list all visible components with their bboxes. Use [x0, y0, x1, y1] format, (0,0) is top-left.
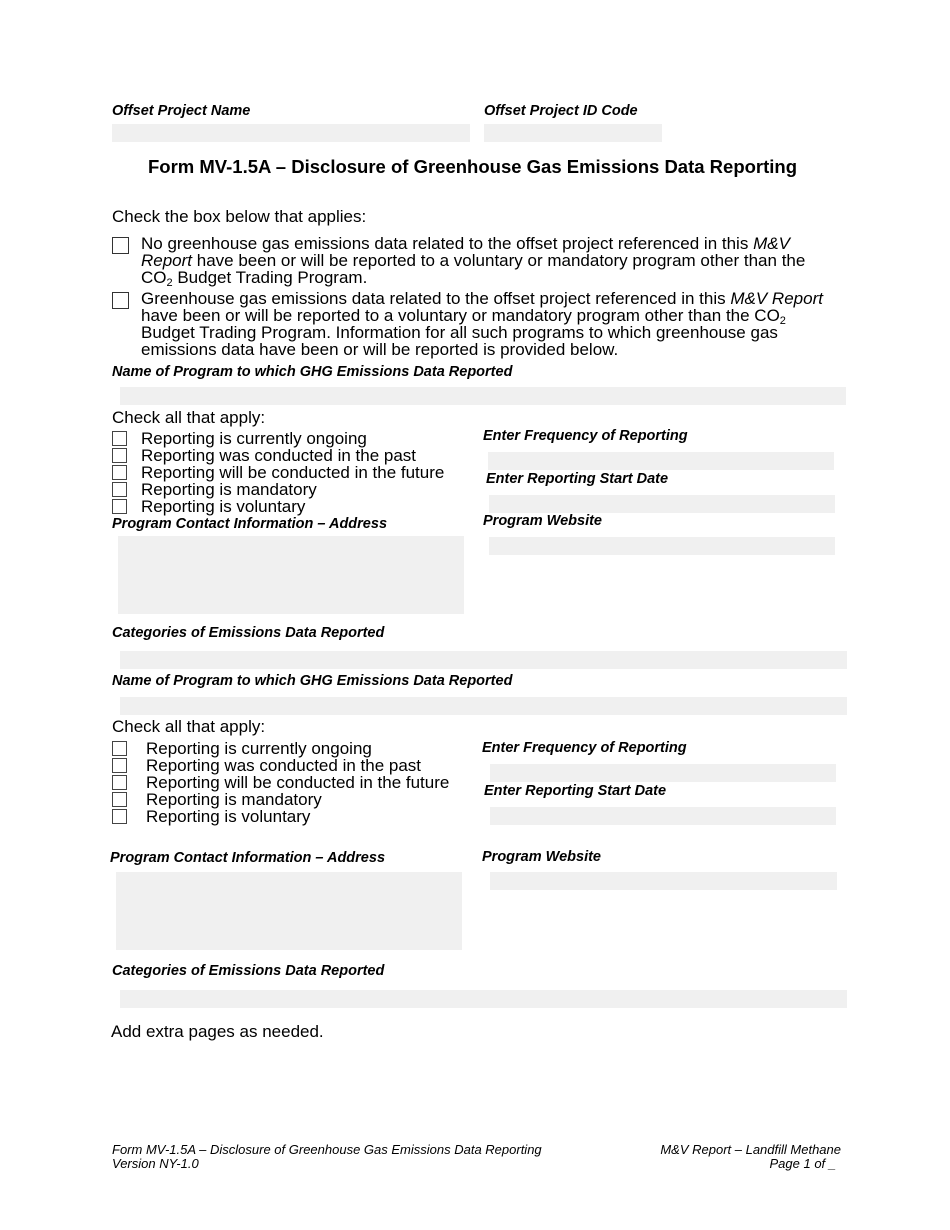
ghg-reported-checkbox[interactable] — [112, 292, 129, 309]
extra-pages-note: Add extra pages as needed. — [111, 1022, 324, 1041]
option1-report: Report — [141, 251, 193, 270]
program1-past-checkbox[interactable] — [112, 448, 127, 463]
program2-contact-input[interactable] — [116, 872, 462, 950]
program2-name-label: Name of Program to which GHG Emissions Data Reported — [112, 673, 513, 689]
project-name-label: Offset Project Name — [112, 103, 251, 119]
option1-text-b: have been or will be reported to a voluntary or mandatory program other than the — [192, 251, 806, 270]
program1-voluntary-label: Reporting is voluntary — [141, 497, 306, 516]
program1-mandatory-label: Reporting is mandatory — [141, 480, 317, 499]
program2-future-checkbox[interactable] — [112, 775, 127, 790]
option2-text-b: have been or will be reported to a voluntary or mandatory program other than the CO — [141, 306, 780, 325]
program1-website-label: Program Website — [483, 513, 602, 529]
project-name-input[interactable] — [112, 124, 470, 142]
program2-voluntary-label: Reporting is voluntary — [146, 807, 311, 826]
program2-categories-input[interactable] — [120, 990, 847, 1008]
option2-mvreport: M&V Report — [730, 289, 823, 308]
program2-mandatory-label: Reporting is mandatory — [146, 790, 322, 809]
footer-report: M&V Report – Landfill Methane — [660, 1142, 841, 1157]
program1-frequency-label: Enter Frequency of Reporting — [483, 428, 688, 444]
program2-start-label: Enter Reporting Start Date — [484, 783, 667, 799]
program2-past-checkbox[interactable] — [112, 758, 127, 773]
option1-line3 — [141, 268, 368, 289]
program2-website-input[interactable] — [490, 872, 837, 890]
program1-future-checkbox[interactable] — [112, 465, 127, 480]
program1-contact-label: Program Contact Information – Address — [112, 516, 388, 532]
program1-check-all: Check all that apply: — [112, 408, 266, 427]
program2-name-input[interactable] — [120, 697, 847, 715]
program2-future-label: Reporting will be conducted in the future — [146, 773, 450, 792]
program2-check-all: Check all that apply: — [112, 717, 266, 736]
program1-contact-input[interactable] — [118, 536, 464, 614]
option1-line1 — [141, 235, 790, 252]
program1-start-label: Enter Reporting Start Date — [486, 471, 669, 487]
program2-frequency-label: Enter Frequency of Reporting — [482, 740, 687, 756]
option2-line4: emissions data have been or will be reported is provided below. — [141, 340, 619, 359]
form-title: Form MV-1.5A – Disclosure of Greenhouse Gas Emissions Data Reporting — [148, 156, 798, 177]
program2-mandatory-checkbox[interactable] — [112, 792, 127, 807]
option1-mv: M&V — [753, 234, 790, 253]
program2-frequency-input[interactable] — [490, 764, 836, 782]
program2-ongoing-label: Reporting is currently ongoing — [146, 739, 372, 758]
program1-voluntary-checkbox[interactable] — [112, 499, 127, 514]
program2-voluntary-checkbox[interactable] — [112, 809, 127, 824]
option1-co: CO — [141, 268, 167, 287]
option2-line3: Budget Trading Program. Information for all such programs to which greenhouse gas — [141, 323, 778, 342]
program1-website-input[interactable] — [489, 537, 835, 555]
program2-past-label: Reporting was conducted in the past — [146, 756, 422, 775]
footer-page: Page 1 of _ — [769, 1156, 836, 1171]
program1-categories-label: Categories of Emissions Data Reported — [112, 625, 385, 641]
option2-line2 — [141, 306, 786, 327]
program1-ongoing-checkbox[interactable] — [112, 431, 127, 446]
footer-form-name: Form MV-1.5A – Disclosure of Greenhouse Gas Emissions Data Reporting — [112, 1142, 542, 1157]
option2-text-a: Greenhouse gas emissions data related to the offset project referenced in this — [141, 289, 731, 308]
project-id-input[interactable] — [484, 124, 662, 142]
program1-name-label: Name of Program to which GHG Emissions Data Reported — [112, 364, 513, 380]
program2-categories-label: Categories of Emissions Data Reported — [112, 963, 385, 979]
program1-mandatory-checkbox[interactable] — [112, 482, 127, 497]
program1-categories-input[interactable] — [120, 651, 847, 669]
program2-start-input[interactable] — [490, 807, 836, 825]
footer-version: Version NY-1.0 — [112, 1156, 199, 1171]
option2-sub: 2 — [779, 315, 786, 327]
program1-ongoing-label: Reporting is currently ongoing — [141, 429, 367, 448]
program1-start-input[interactable] — [489, 495, 835, 513]
check-instruction: Check the box below that applies: — [112, 207, 367, 226]
program1-future-label: Reporting will be conducted in the future — [141, 463, 445, 482]
program1-frequency-input[interactable] — [488, 452, 834, 470]
program2-ongoing-checkbox[interactable] — [112, 741, 127, 756]
no-ghg-reporting-checkbox[interactable] — [112, 237, 129, 254]
option1-line2 — [141, 252, 805, 269]
option1-text-c: Budget Trading Program. — [172, 268, 368, 287]
option1-sub: 2 — [166, 277, 173, 289]
option1-text-a: No greenhouse gas emissions data related to the offset project referenced in this — [141, 234, 754, 253]
program1-past-label: Reporting was conducted in the past — [141, 446, 417, 465]
program2-website-label: Program Website — [482, 849, 601, 865]
option2-line1 — [141, 290, 823, 307]
project-id-label: Offset Project ID Code — [484, 103, 638, 119]
program1-name-input[interactable] — [120, 387, 846, 405]
program2-contact-label: Program Contact Information – Address — [110, 850, 386, 866]
